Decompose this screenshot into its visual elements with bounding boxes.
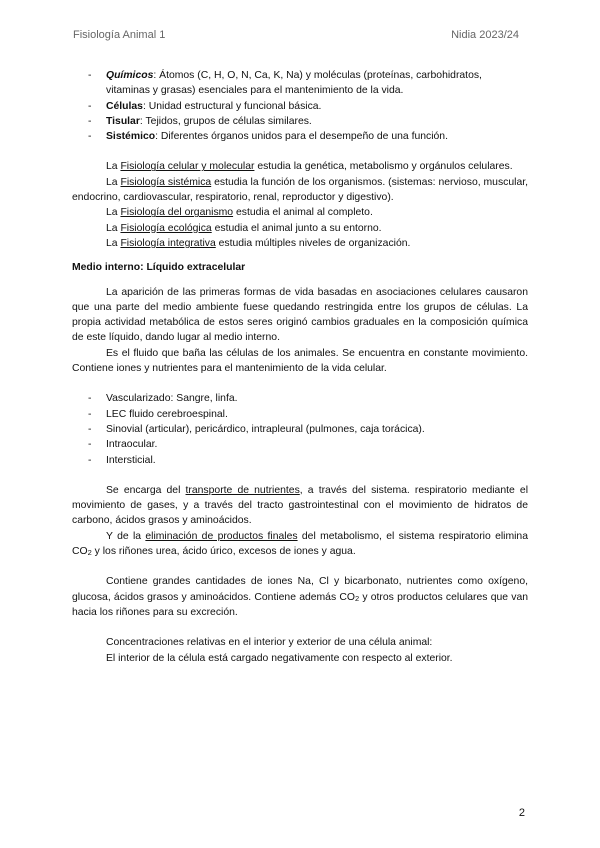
branch-paragraph: La Fisiología del organismo estudia el animal al completo. [106, 207, 373, 219]
paragraph: Y de la eliminación de productos finales del metabolismo, el sistema respiratorio elimina $CO_2$ y los riñones urea, ácido úrico, excesos de iones y agua. [72, 530, 528, 558]
branch-paragraph: La Fisiología sistémica estudia la función de los organismos. (sistemas: nervioso, muscular, endocrino, cardiovascular, respiratorio, renal, reproductor y digestivo). [72, 176, 528, 204]
paragraph: Contiene grandes cantidades de iones Na, Cl y bicarbonato, nutrientes como oxígeno, glucosa, ácidos grasos y aminoácidos. Contiene además $CO_2$ y otros productos celulares que van hacia los riñones para su excreción. [72, 576, 529, 618]
paragraph: Concentraciones relativas en el interior y exterior de una célula animal: [106, 637, 433, 649]
section-heading: Medio interno: Líquido extracelular [72, 262, 246, 274]
paragraph: Se encarga del transporte de nutrientes, a través del sistema. respiratorio mediante el movimiento de gases, y a través del tracto gastrointestinal con el movimiento de hidratos de carbono, ácidos grasos y aminoácidos. [72, 484, 528, 527]
header-left: Fisiología Animal 1 [73, 29, 166, 41]
paragraph: El interior de la célula está cargado negativamente con respecto al exterior. [106, 652, 453, 664]
paragraph: Es el fluido que baña las células de los animales. Se encuentra en constante movimiento. Contiene iones y nutrientes para el mantenimiento de la vida celular. [72, 347, 528, 375]
list-item: - Intersticial. [88, 454, 156, 466]
list-item: - Células: Unidad estructural y funcional básica. [88, 100, 322, 112]
branch-paragraph: La Fisiología ecológica estudia el animal junto a su entorno. [106, 222, 382, 234]
list-item: - Tisular: Tejidos, grupos de células similares. [88, 115, 312, 127]
list-item: - Sinovial (articular), pericárdico, intrapleural (pulmones, caja torácica). [88, 423, 425, 435]
list-item: - LEC fluido cerebroespinal. [88, 408, 228, 420]
page-number: 2 [518, 807, 525, 819]
branch-paragraph: La Fisiología integrativa estudia múltiples niveles de organización. [106, 237, 411, 249]
branch-paragraph: La Fisiología celular y molecular estudia la genética, metabolismo y orgánulos celulares. [106, 161, 513, 173]
list-item: - Sistémico: Diferentes órganos unidos para el desempeño de una función. [88, 131, 448, 143]
header-right: Nidia 2023/24 [451, 29, 519, 41]
paragraph: La aparición de las primeras formas de vida basadas en asociaciones celulares causaron que una parte del medio ambiente fuese quedando restringida entre los grupos de células. La propia actividad metabólica de estos seres originó cambios graduales en la composición química de este líquido, dando lugar al medio interno. [72, 286, 528, 344]
list-item: - Químicos: Átomos (C, H, O, N, Ca, K, Na) y moléculas (proteínas, carbohidratos, vitaminas y grasas) esenciales para el mantenimiento de la vida. [88, 70, 482, 97]
page-content [72, 68, 528, 666]
list-item: - Intraocular. [88, 439, 158, 451]
list-item: - Vascularizado: Sangre, linfa. [88, 393, 238, 405]
